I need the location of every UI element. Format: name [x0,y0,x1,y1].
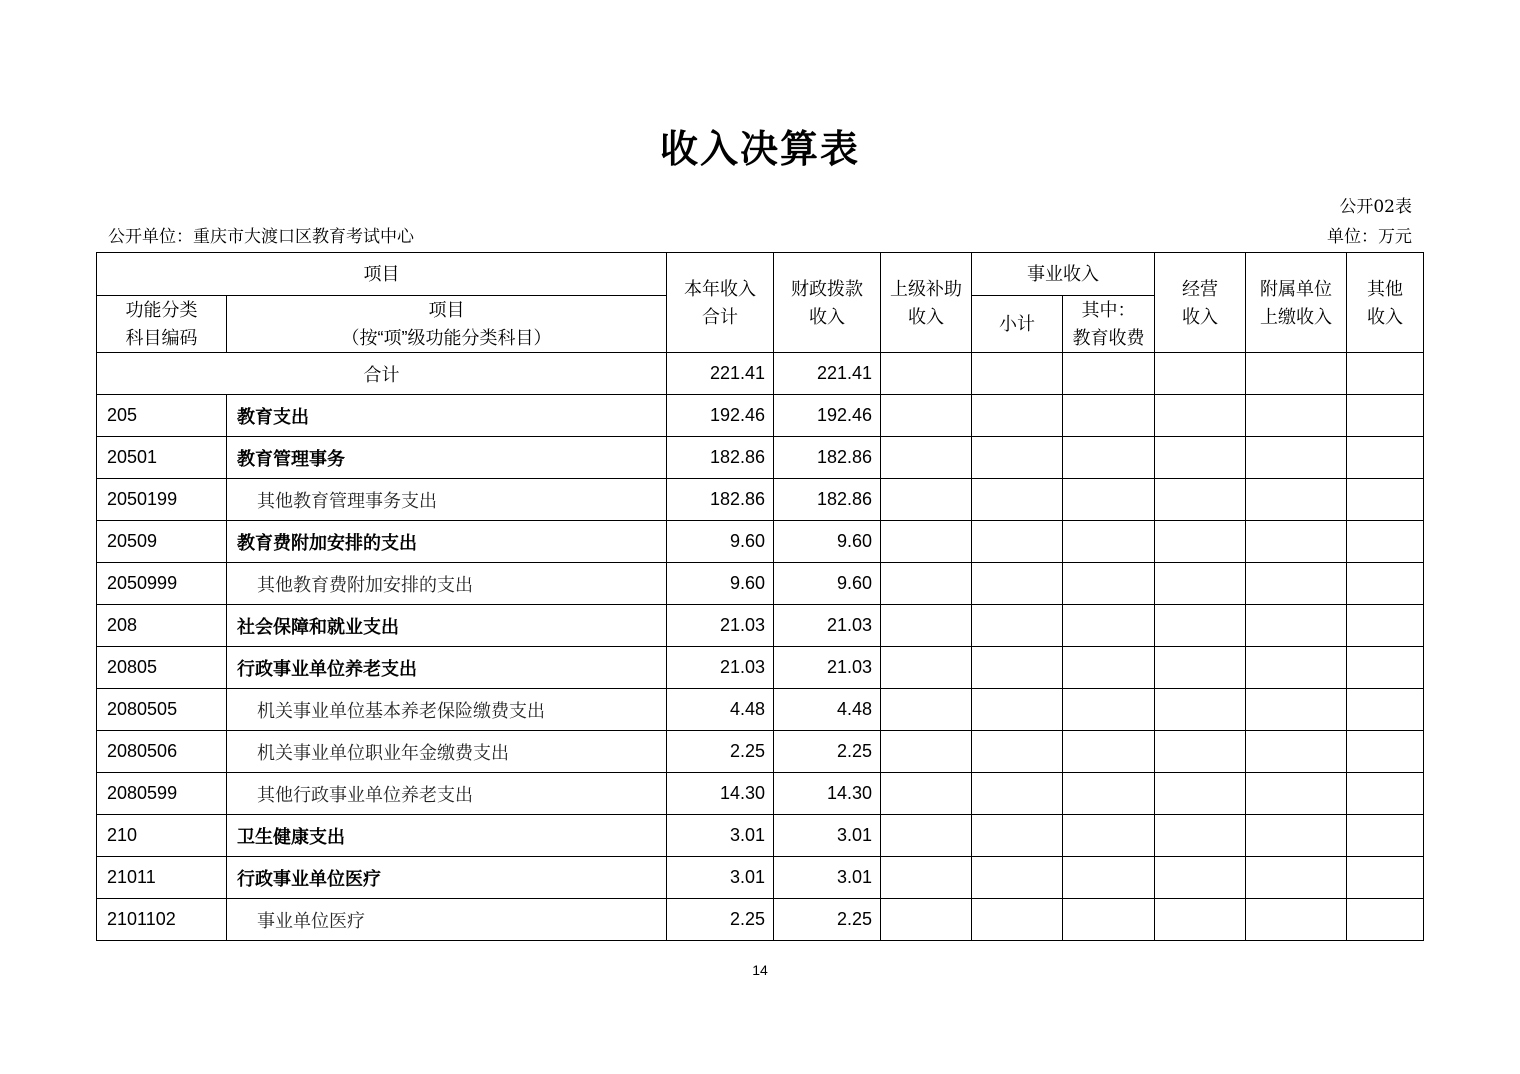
header-code [97,296,227,353]
fiscal-income-cell: 9.60 [774,521,881,563]
table-row [97,605,1424,647]
fiscal-income-cell: 182.86 [774,479,881,521]
empty-cell [972,521,1063,563]
empty-cell [1155,521,1246,563]
empty-cell [1246,437,1347,479]
code-cell: 2080505 [97,689,227,731]
table-row [97,731,1424,773]
empty-cell [1347,353,1424,395]
code-cell: 21011 [97,857,227,899]
table-row [97,815,1424,857]
empty-cell [1063,395,1155,437]
fiscal-income-cell: 2.25 [774,731,881,773]
item-name-cell: 社会保障和就业支出 [227,605,667,647]
empty-cell [972,437,1063,479]
empty-cell [1347,647,1424,689]
reporting-unit: 公开单位：重庆市大渡口区教育考试中心 [108,227,414,247]
empty-cell [972,731,1063,773]
empty-cell [1155,689,1246,731]
empty-cell [972,647,1063,689]
empty-cell [1246,815,1347,857]
fiscal-income-cell: 4.48 [774,689,881,731]
empty-cell [1347,815,1424,857]
code-cell: 2050199 [97,479,227,521]
total-income-cell: 3.01 [667,815,774,857]
item-name-cell: 事业单位医疗 [227,899,667,941]
empty-cell [1063,479,1155,521]
item-name-cell: 教育支出 [227,395,667,437]
header-subtotal: 小计 [972,296,1063,353]
total-row [97,353,1424,395]
empty-cell [881,773,972,815]
empty-cell [1347,731,1424,773]
empty-cell [1347,899,1424,941]
total-fiscal-cell: 221.41 [774,353,881,395]
header-other [1347,253,1424,353]
code-cell: 210 [97,815,227,857]
empty-cell [1063,563,1155,605]
total-income-cell: 2.25 [667,731,774,773]
empty-cell [1347,605,1424,647]
fiscal-income-cell: 14.30 [774,773,881,815]
code-cell: 20805 [97,647,227,689]
total-label: 合计 [97,353,667,395]
header-operating [1155,253,1246,353]
fiscal-income-cell: 21.03 [774,605,881,647]
total-income-cell: 3.01 [667,857,774,899]
table-row [97,647,1424,689]
empty-cell [881,353,972,395]
total-income-cell: 4.48 [667,689,774,731]
item-name-cell: 其他教育费附加安排的支出 [227,563,667,605]
total-income-cell: 182.86 [667,479,774,521]
fiscal-income-cell: 192.46 [774,395,881,437]
header-total-line2: 合计 [702,306,738,327]
empty-cell [1155,899,1246,941]
fiscal-income-cell: 182.86 [774,437,881,479]
empty-cell [1347,857,1424,899]
empty-cell [1347,395,1424,437]
header-superior-line1: 上级补助 [890,278,962,299]
table-row [97,437,1424,479]
code-cell: 2080599 [97,773,227,815]
header-other-line1: 其他 [1367,278,1403,299]
empty-cell [1347,437,1424,479]
empty-cell [1063,605,1155,647]
empty-cell [972,773,1063,815]
header-item [227,296,667,353]
empty-cell [1155,815,1246,857]
empty-cell [1155,731,1246,773]
empty-cell [1063,857,1155,899]
total-income-cell: 221.41 [667,353,774,395]
empty-cell [1347,563,1424,605]
page-title: 收入决算表 [659,127,860,171]
empty-cell [1246,899,1347,941]
empty-cell [1246,731,1347,773]
fiscal-income-cell: 21.03 [774,647,881,689]
empty-cell [881,521,972,563]
header-edu-fee-line1: 其中： [1081,300,1136,320]
empty-cell [1063,353,1155,395]
code-cell: 2050999 [97,563,227,605]
empty-cell [1063,437,1155,479]
table-row [97,857,1424,899]
empty-cell [1246,563,1347,605]
empty-cell [1246,773,1347,815]
table-row [97,773,1424,815]
item-name-cell: 卫生健康支出 [227,815,667,857]
total-income-cell: 182.86 [667,437,774,479]
fiscal-income-cell: 3.01 [774,815,881,857]
page-number: 14 [752,962,768,978]
empty-cell [1246,605,1347,647]
code-cell: 2101102 [97,899,227,941]
header-edu-fee-line2: 教育收费 [1072,328,1145,348]
form-number: 公开02表 [1339,197,1412,217]
table-row [97,689,1424,731]
empty-cell [1347,689,1424,731]
empty-cell [1155,437,1246,479]
empty-cell [1347,773,1424,815]
empty-cell [972,395,1063,437]
total-income-cell: 21.03 [667,647,774,689]
empty-cell [1246,689,1347,731]
table-row [97,395,1424,437]
empty-cell [881,731,972,773]
header-fiscal-line2: 收入 [809,306,845,327]
header-project: 项目 [97,253,667,296]
code-cell: 20501 [97,437,227,479]
header-code-line1: 功能分类 [125,300,198,320]
table-row [97,899,1424,941]
empty-cell [1063,899,1155,941]
item-name-cell: 其他行政事业单位养老支出 [227,773,667,815]
fiscal-income-cell: 9.60 [774,563,881,605]
empty-cell [1155,353,1246,395]
empty-cell [1063,521,1155,563]
header-business: 事业收入 [972,253,1155,296]
code-cell: 20509 [97,521,227,563]
empty-cell [1246,353,1347,395]
empty-cell [972,605,1063,647]
empty-cell [881,899,972,941]
fiscal-income-cell: 2.25 [774,899,881,941]
empty-cell [1063,815,1155,857]
empty-cell [1155,605,1246,647]
header-operating-line1: 经营 [1182,278,1218,299]
header-total [667,253,774,353]
empty-cell [1155,773,1246,815]
income-table [96,252,1424,941]
empty-cell [1155,563,1246,605]
header-other-line2: 收入 [1367,306,1403,327]
empty-cell [972,563,1063,605]
empty-cell [881,605,972,647]
empty-cell [1155,647,1246,689]
total-income-cell: 21.03 [667,605,774,647]
empty-cell [972,689,1063,731]
empty-cell [972,353,1063,395]
empty-cell [1246,479,1347,521]
header-superior-line2: 收入 [908,306,944,327]
header-edu-fee [1063,296,1155,353]
empty-cell [1246,395,1347,437]
empty-cell [881,647,972,689]
empty-cell [1246,857,1347,899]
item-name-cell: 行政事业单位医疗 [227,857,667,899]
empty-cell [881,563,972,605]
empty-cell [881,479,972,521]
empty-cell [972,479,1063,521]
header-item-line1: 项目 [428,300,465,320]
empty-cell [972,899,1063,941]
header-fiscal [774,253,881,353]
header-item-line2: （按“项”级功能分类科目） [341,328,552,348]
empty-cell [1063,647,1155,689]
empty-cell [972,815,1063,857]
total-income-cell: 14.30 [667,773,774,815]
item-name-cell: 机关事业单位职业年金缴费支出 [227,731,667,773]
empty-cell [1246,521,1347,563]
code-cell: 208 [97,605,227,647]
empty-cell [972,857,1063,899]
empty-cell [1347,479,1424,521]
header-affiliated [1246,253,1347,353]
header-total-line1: 本年收入 [684,278,756,299]
empty-cell [1155,395,1246,437]
header-affiliated-line1: 附属单位 [1260,278,1332,299]
header-operating-line2: 收入 [1182,306,1218,327]
total-income-cell: 9.60 [667,521,774,563]
item-name-cell: 行政事业单位养老支出 [227,647,667,689]
header-fiscal-line1: 财政拨款 [791,278,863,299]
currency-unit: 单位：万元 [1327,227,1412,247]
item-name-cell: 教育费附加安排的支出 [227,521,667,563]
empty-cell [1347,521,1424,563]
table-row [97,479,1424,521]
empty-cell [1063,773,1155,815]
item-name-cell: 其他教育管理事务支出 [227,479,667,521]
item-name-cell: 教育管理事务 [227,437,667,479]
empty-cell [881,395,972,437]
fiscal-income-cell: 3.01 [774,857,881,899]
empty-cell [881,437,972,479]
table-row [97,563,1424,605]
empty-cell [1246,647,1347,689]
empty-cell [881,857,972,899]
code-cell: 205 [97,395,227,437]
empty-cell [881,815,972,857]
item-name-cell: 机关事业单位基本养老保险缴费支出 [227,689,667,731]
total-income-cell: 9.60 [667,563,774,605]
empty-cell [1155,857,1246,899]
header-code-line2: 科目编码 [125,328,198,348]
header-superior [881,253,972,353]
table-row [97,521,1424,563]
empty-cell [1063,689,1155,731]
code-cell: 2080506 [97,731,227,773]
total-income-cell: 2.25 [667,899,774,941]
empty-cell [1063,731,1155,773]
header-affiliated-line2: 上缴收入 [1260,306,1332,327]
empty-cell [881,689,972,731]
total-income-cell: 192.46 [667,395,774,437]
empty-cell [1155,479,1246,521]
